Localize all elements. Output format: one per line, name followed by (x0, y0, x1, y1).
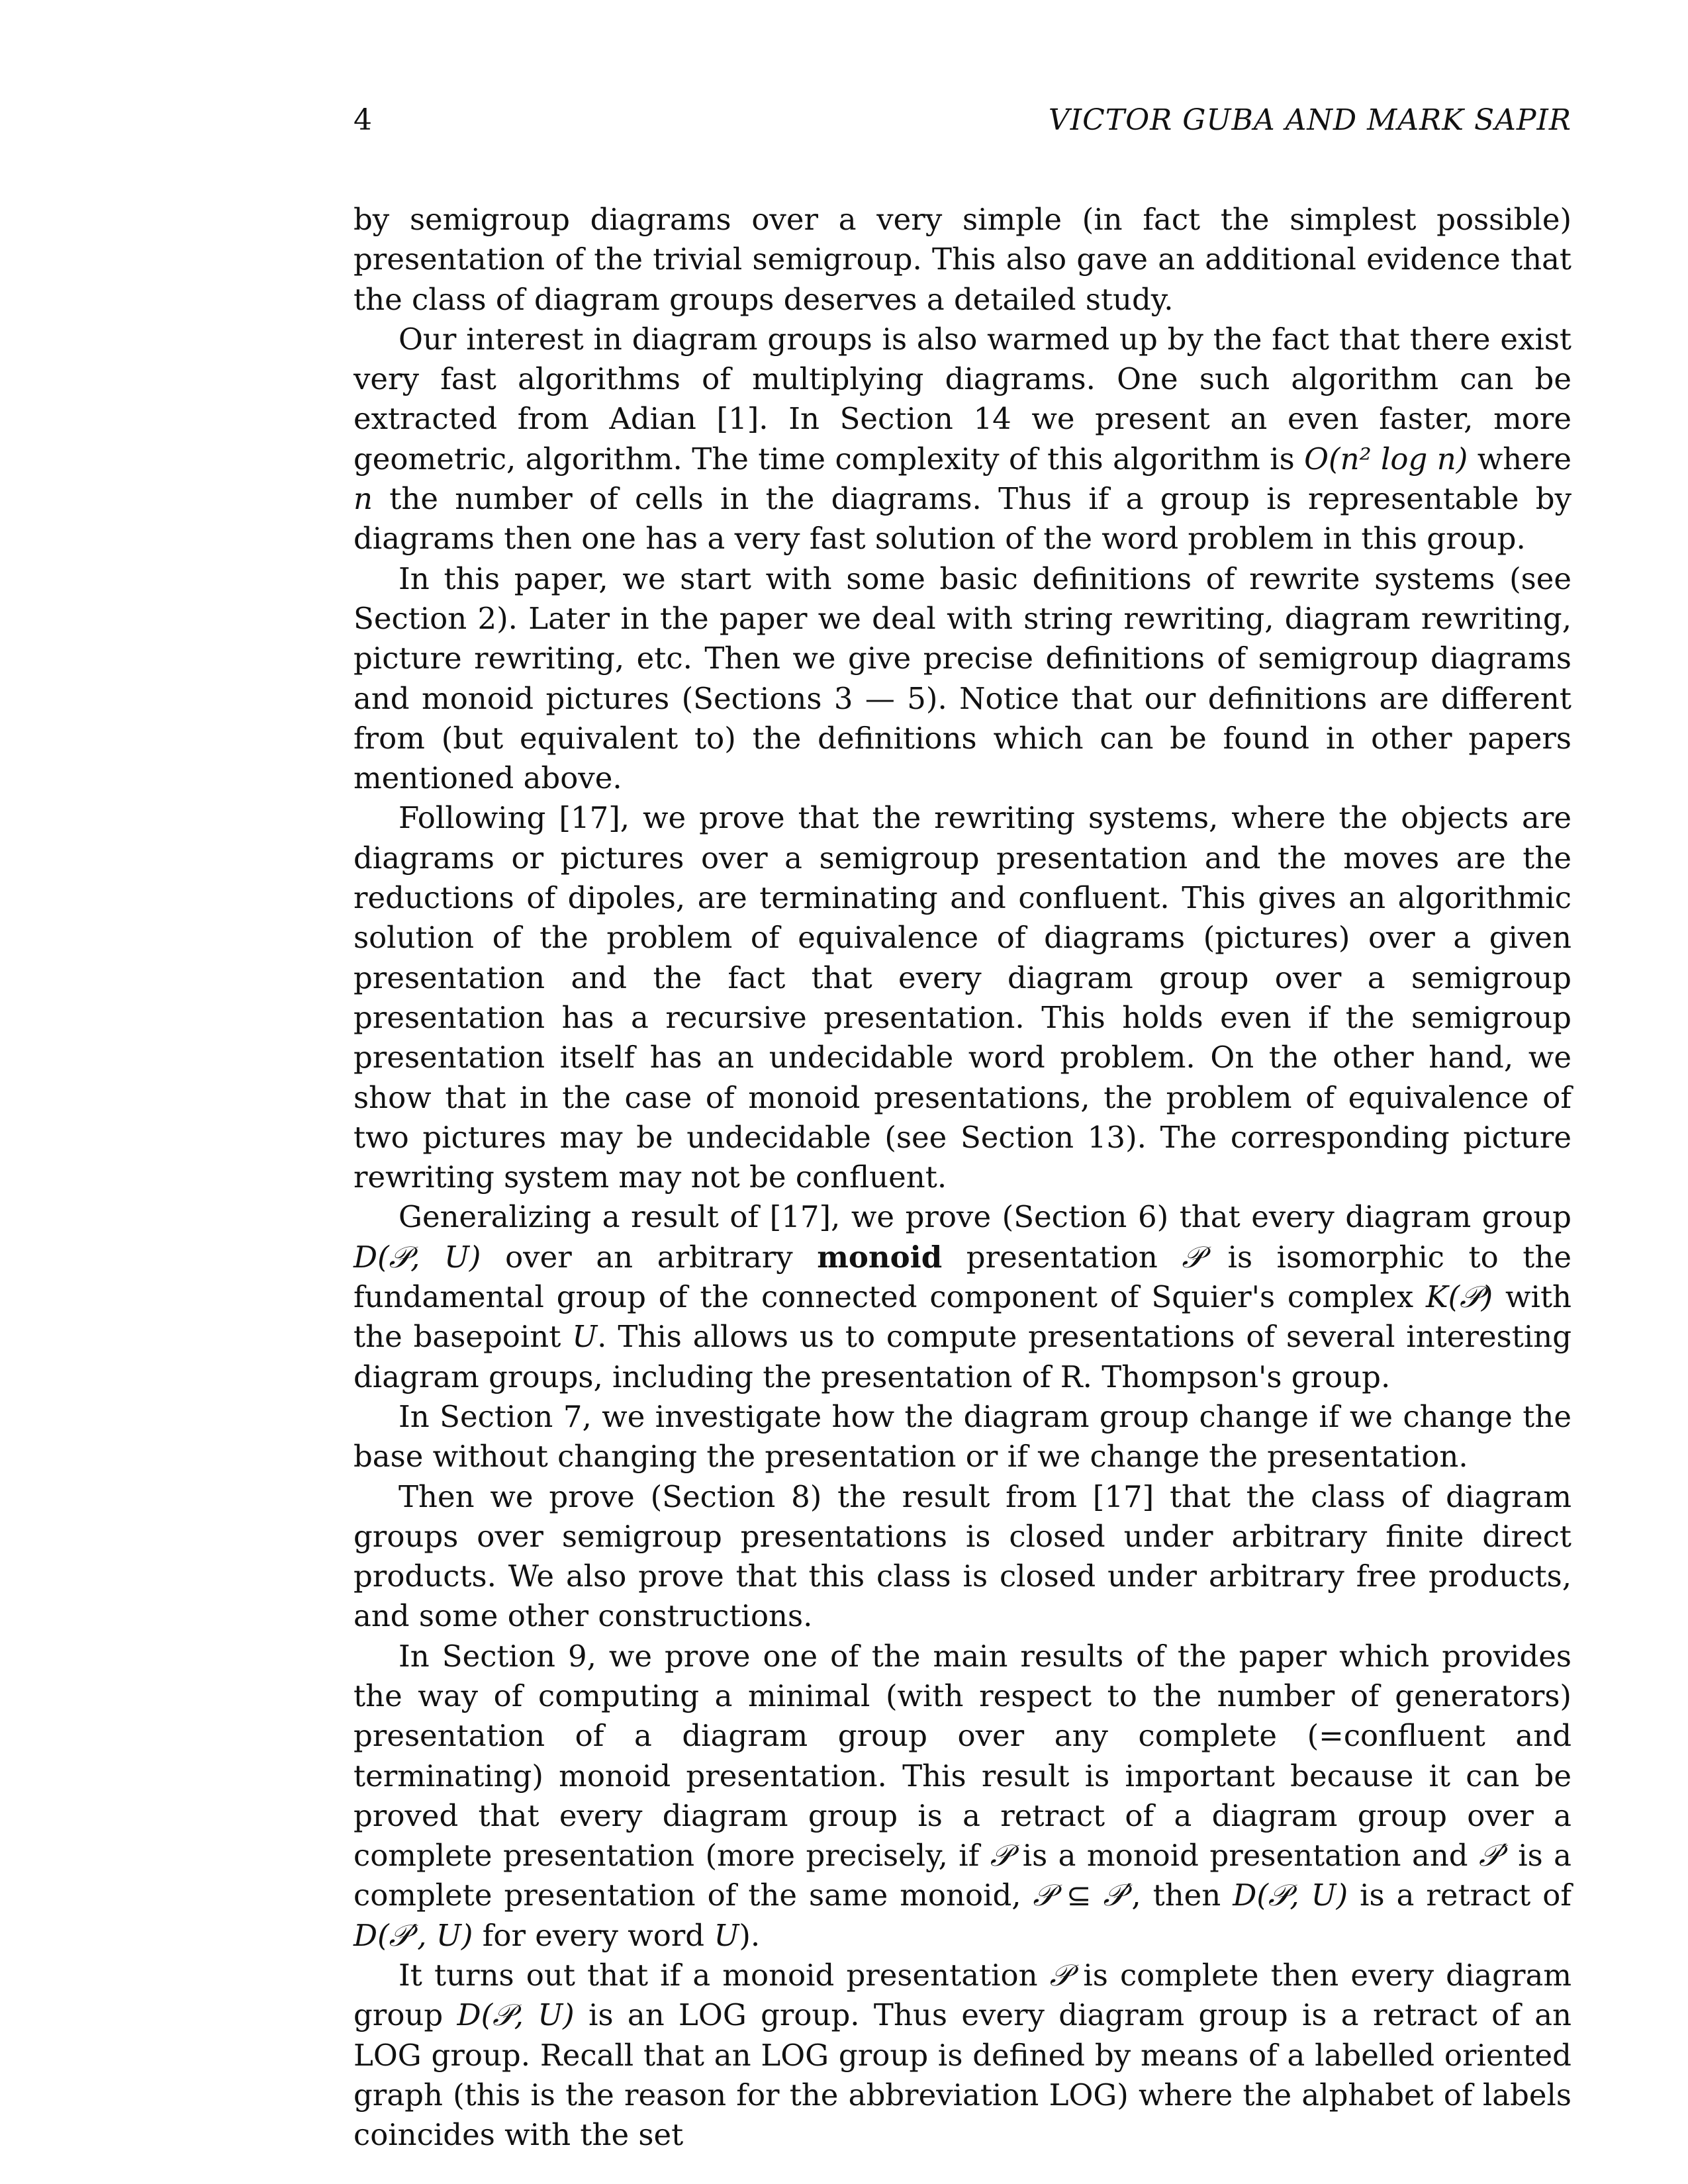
paragraph-text: It turns out that if a monoid presentation (399, 1958, 1038, 1993)
math-presentation: 𝒫 (990, 1838, 1012, 1874)
math-presentation: 𝒫 (1049, 1958, 1072, 1993)
paragraph-text: with the basepoint (353, 1279, 1572, 1355)
paragraph-8 (353, 1637, 1571, 1956)
math-presentation: 𝒫 (1182, 1239, 1203, 1275)
page-number: 4 (353, 103, 372, 137)
paragraph-text: is a monoid presentation and (1022, 1838, 1468, 1874)
paragraph-text: is a retract of (1360, 1878, 1571, 1913)
paragraph-6 (353, 1397, 1571, 1477)
math-diagram-group-prime: D(𝒫′, U) (353, 1917, 473, 1953)
math-diagram-group: D(𝒫, U) (457, 1997, 575, 2033)
math-variable-n: n (353, 481, 373, 517)
math-subset: 𝒫 ⊆ 𝒫′ (1033, 1878, 1132, 1913)
paragraph-text: , then (1131, 1878, 1221, 1913)
running-head (353, 101, 1571, 140)
paragraph-text: for every word (482, 1917, 705, 1953)
math-squier-complex: K(𝒫) (1425, 1279, 1493, 1315)
math-diagram-group: D(𝒫, U) (353, 1239, 481, 1275)
paragraph-text: In this paper, we start with some basic definitions of rewrite systems (see Section 2). Later in the paper we deal with string rewriting, diagram rewriting, picture rewriting, etc. Then we give precise definitions of semigroup diagrams and monoid pictures (Sections 3 — 5). Notice that our definitions are different from (but equivalent to) the definitions which can be found in other papers mentioned above. (353, 561, 1571, 796)
paragraph-text: Our interest in diagram groups is also warmed up by the fact that there exist very fast algorithms of multiplying diagrams. One such algorithm can be extracted from Adian [1]. In Section 14 we present an even faster, more geometric, algorithm. The time complexity of this algorithm is (353, 321, 1571, 477)
math-diagram-group: D(𝒫, U) (1233, 1878, 1348, 1913)
paragraph-text: Then we prove (Section 8) the result from [17] that the class of diagram groups over semigroup presentations is closed under arbitrary finite direct products. We also prove that this class is closed under arbitrary free products, and some other constructions. (353, 1479, 1571, 1634)
paragraph-3 (353, 559, 1571, 799)
math-complexity: O(n² log n) (1304, 441, 1468, 477)
paragraph-text: Generalizing a result of [17], we prove (Section 6) that every diagram group (399, 1199, 1571, 1235)
paragraph-9 (353, 1956, 1571, 2155)
math-basepoint: U (572, 1319, 598, 1355)
paragraph-text: presentation (966, 1239, 1158, 1275)
paragraph-text: over an arbitrary (505, 1239, 793, 1275)
paragraph-text: . This allows us to compute presentations of several interesting diagram groups, including the presentation of R. Thompson's group. (353, 1319, 1571, 1394)
paragraph-text: by semigroup diagrams over a very simple (in fact the simplest possible) presentation of the trivial semigroup. This also gave an additional evidence that the class of diagram groups deserves a detailed study. (353, 202, 1571, 317)
body-text (353, 200, 1571, 2156)
paragraph-text: is an LOG group. Thus every diagram group is a retract of an LOG group. Recall that an LOG group is defined by means of a labelled oriented graph (this is the reason for the abbreviation LOG) where the alphabet of labels coincides with the set (353, 1997, 1572, 2153)
paragraph-text: the number of cells in the diagrams. Thus if a group is representable by diagrams then one has a very fast solution of the word problem in this group. (353, 481, 1571, 557)
paragraph-text: ). (739, 1917, 761, 1953)
paragraph-2 (353, 320, 1571, 559)
bold-term-monoid: monoid (817, 1239, 943, 1275)
running-title: VICTOR GUBA AND MARK SAPIR (1048, 103, 1571, 137)
math-presentation-prime: 𝒫′ (1479, 1838, 1507, 1874)
paragraph-1 (353, 200, 1571, 320)
paragraph-4 (353, 798, 1571, 1197)
paragraph-text: where (1477, 441, 1571, 477)
paragraph-text: Following [17], we prove that the rewriting systems, where the objects are diagrams or pictures over a semigroup presentation and the moves are the reductions of dipoles, are terminating and confluent. This gives an algorithmic solution of the problem of equivalence of diagrams (pictures) over a given presentation and the fact that every diagram group over a semigroup presentation has a recursive presentation. This holds even if the semigroup presentation itself has an undecidable word problem. On the other hand, we show that in the case of monoid presentations, the problem of equivalence of two pictures may be undecidable (see Section 13). The corresponding picture rewriting system may not be confluent. (353, 800, 1571, 1195)
paragraph-text: is isomorphic to the fundamental group of the connected component of Squier's complex (353, 1239, 1571, 1315)
paragraph-7 (353, 1477, 1571, 1637)
math-word: U (714, 1917, 739, 1953)
paragraph-text: is a complete presentation of the same monoid, (353, 1838, 1571, 1913)
paragraph-text: In Section 9, we prove one of the main results of the paper which provides the way of computing a minimal (with respect to the number of generators) presentation of a diagram group over any complete (=confluent and terminating) monoid presentation. This result is important because it can be proved that every diagram group is a retract of a diagram group over a complete presentation (more precisely, if (353, 1638, 1571, 1874)
paragraph-5 (353, 1197, 1571, 1396)
paragraph-text: In Section 7, we investigate how the diagram group change if we change the base without changing the presentation or if we change the presentation. (353, 1398, 1571, 1475)
paragraph-text: is complete then every diagram group (353, 1958, 1571, 2033)
